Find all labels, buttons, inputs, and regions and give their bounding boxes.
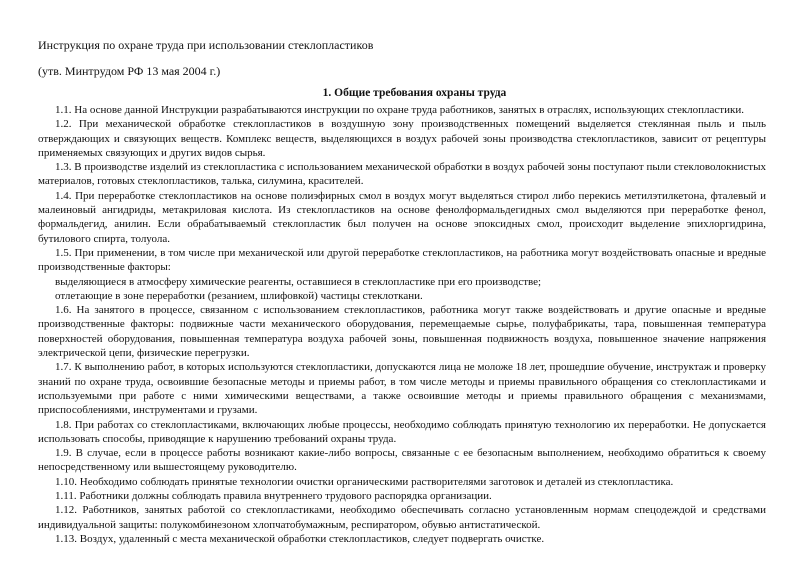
paragraph-1-2: 1.2. При механической обработке стеклопластиков в воздушную зону производственных помещений выделяется стеклянная пыль и пыль отверждающих и связующих веществ. Комплекс веществ, выделяющихся в воздух рабочей зоны производства стеклопластиков, зависит от рецептуры применяемых связующих и других видов сырья. [38, 118, 766, 159]
paragraph-1-8: 1.8. При работах со стеклопластиками, включающих любые процессы, необходимо соблюдать принятую технологию их переработки. Не допускается использовать способы, приводящие к нарушению требований охраны труда. [38, 418, 766, 445]
paragraph-1-7: 1.7. К выполнению работ, в которых используются стеклопластики, допускаются лица не моложе 18 лет, прошедшие обучение, инструктаж и проверку знаний по охране труда, освоившие безопасные методы и приемы работ, в том числе методы и приемы правильного обращения со стеклопластиками и используемыми при работе с ними химическими веществами, а также освоившие методы и приемы правильного обращения с механизмами, приспособлениями, инструментами и грузами. [38, 361, 766, 417]
approval-note: (утв. Минтрудом РФ 13 мая 2004 г.) [38, 64, 221, 78]
paragraph-1-11: 1.11. Работники должны соблюдать правила внутреннего трудового распорядка организации. [55, 490, 492, 503]
section-heading: 1. Общие требования охраны труда [322, 87, 507, 99]
paragraph-1-6: 1.6. На занятого в процессе, связанном с использованием стеклопластиков, работника могут также воздействовать и другие опасные и вредные производственные факторы: подвижные части механического оборудования, перемещаемые сырье, полуфабрикаты, тара, повышенная температура поверхностей оборудования, повышенная температура воздуха рабочей зоны, повышенная подвижность воздуха, повышенное значение напряжения электрической цепи, физические перегрузки. [38, 304, 766, 360]
factor-item: отлетающие в зоне переработки (резанием, шлифовкой) частицы стеклоткани. [55, 289, 423, 302]
paragraph-1-12: 1.12. Работников, занятых работой со стеклопластиками, необходимо обеспечивать согласно установленным нормам спецодеждой и средствами индивидуальной защиты: полукомбинезоном хлопчатобумажным, респиратором, обувью антистатической. [38, 504, 766, 531]
paragraph-1-10: 1.10. Необходимо соблюдать принятые технологии очистки органическими растворителями заготовок и деталей из стеклопластика. [55, 475, 674, 488]
paragraph-1-9: 1.9. В случае, если в процессе работы возникают какие-либо вопросы, связанные с ее безопасным выполнением, необходимо обратиться к своему непосредственному или вышестоящему руководителю. [38, 447, 766, 474]
section-body [38, 103, 766, 546]
paragraph-1-13: 1.13. Воздух, удаленный с места механической обработки стеклопластиков, следует подвергать очистке. [55, 532, 545, 545]
factor-item: выделяющиеся в атмосферу химические реагенты, оставшиеся в стеклопластике при его производстве; [55, 275, 542, 288]
paragraph-1-5: 1.5. При применении, в том числе при механической или другой переработке стеклопластиков, на работника могут воздействовать опасные и вредные производственные факторы: [38, 246, 766, 274]
paragraph-1-4: 1.4. При переработке стеклопластиков на основе полиэфирных смол в воздух могут выделяться стирол либо перекись метилэтилкетона, фталевый и малеиновый ангидриды, метакриловая кислота. Из стеклопластиков на основе фенолформальдегидных смол выделяются при переработке фенол, формальдегид, анилин. Если обрабатываемый стеклопластик был получен на основе эпоксидных смол, происходит выделение эпихлоргидрина, бутилового спирта, толуола. [38, 189, 766, 245]
paragraph-1-3: 1.3. В производстве изделий из стеклопластика с использованием механической обработки в воздух рабочей зоны поступают пыли стекловолокнистых материалов, готовых стеклопластиков, талька, силумина, красителей. [38, 161, 766, 188]
paragraph-1-1: 1.1. На основе данной Инструкции разрабатываются инструкции по охране труда работников, занятых в отраслях, использующих стеклопластики. [55, 104, 744, 116]
document-title: Инструкция по охране труда при использовании стеклопластиков [38, 38, 374, 52]
